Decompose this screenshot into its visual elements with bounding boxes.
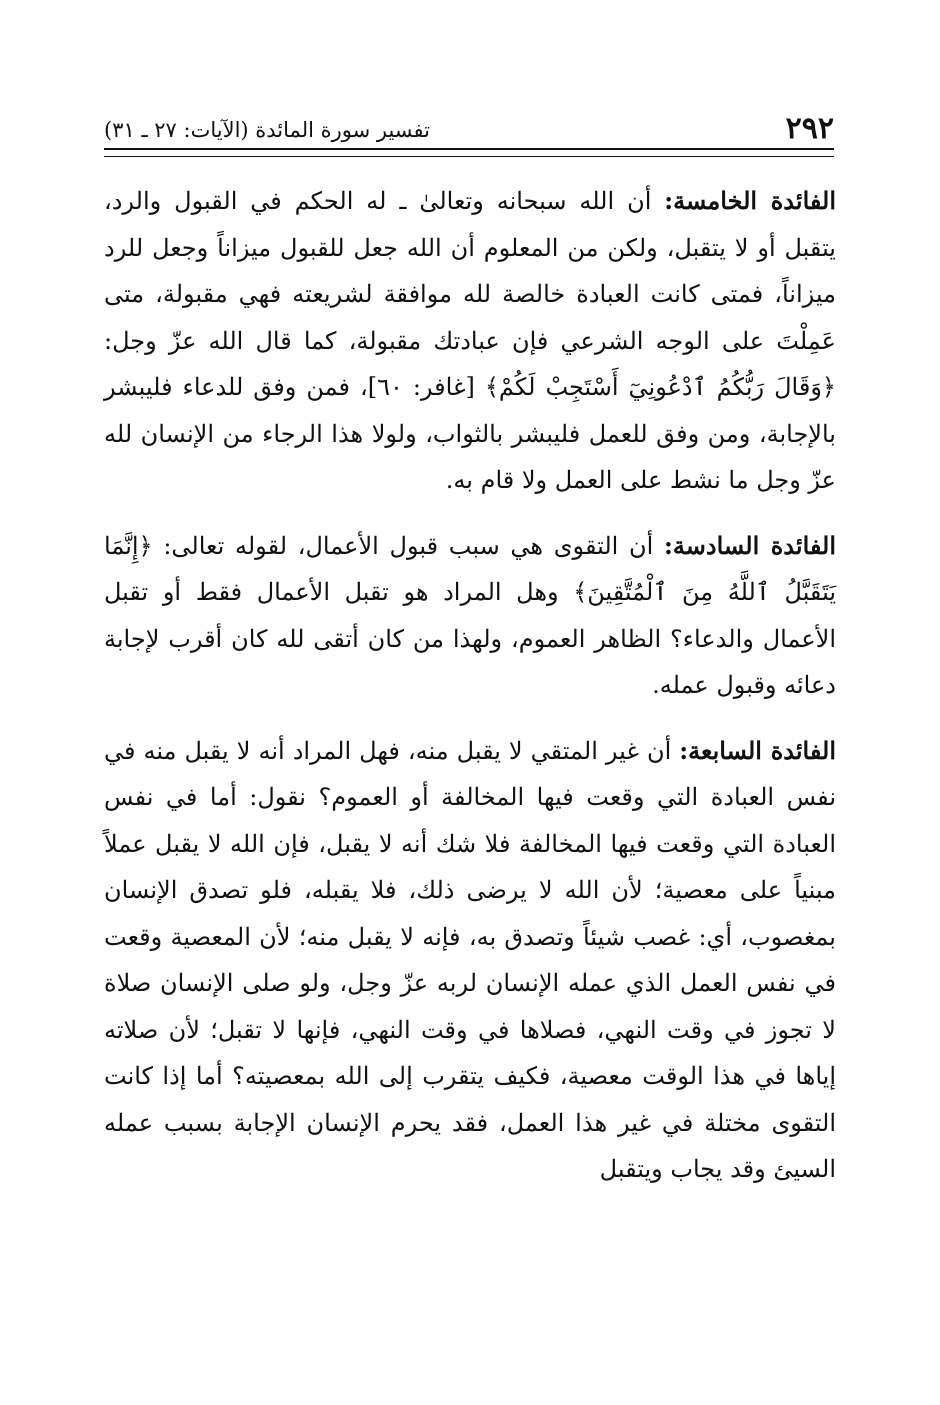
paragraph-text: أن التقوى هي سبب قبول الأعمال، لقوله تعالى: <box>152 531 665 560</box>
paragraph-fifth-benefit <box>104 178 836 504</box>
paragraph-heading: الفائدة الخامسة: <box>664 186 837 215</box>
page-number: ٢٩٢ <box>785 111 834 146</box>
paragraph-text: أن غير المتقي لا يقبل منه، فهل المراد أنه لا يقبل منه في نفس العبادة التي وقعت فيها المخالفة أو العموم؟ نقول: أما في نفس العبادة التي وقعت فيها المخالفة فلا شك أنه لا يقبل، فإن الله لا يقبل عملاً مبنياً على معصية؛ لأن الله لا يرضى ذلك، فلا يقبله، فلو تصدق الإنسان بمغصوب، أي: غصب شيئاً وتصدق به، فإنه لا يقبل منه؛ لأن المعصية وقعت في نفس العمل الذي عمله الإنسان لربه عزّ وجل، ولو صلى الإنسان صلاة لا تجوز في وقت النهي، فصلاها في وقت النهي، فإنها لا تقبل؛ لأن صلاته إياها في هذا الوقت معصية، فكيف يتقرب إلى الله بمعصيته؟ أما إذا كانت التقوى مختلة في غير هذا العمل، فقد يحرم الإنسان الإجابة بسبب عمله السيئ وقد يجاب ويتقبل <box>104 736 836 1183</box>
paragraph-seventh-benefit <box>104 728 836 1193</box>
page-body <box>104 178 836 1193</box>
paragraph-text: وهل المراد هو تقبل الأعمال فقط أو تقبل الأعمال والدعاء؟ الظاهر العموم، ولهذا من كان أتقى لله كان أقرب لإجابة دعائه وقبول عمله. <box>104 578 836 699</box>
paragraph-heading: الفائدة السادسة: <box>664 530 836 560</box>
running-title: تفسير سورة المائدة (الآيات: ٢٧ ـ ٣١) <box>104 118 430 142</box>
paragraph-sixth-benefit <box>104 523 836 709</box>
page-header <box>104 104 834 144</box>
paragraph-text: [غافر: ٦٠]، فمن وفق للدعاء فليبشر بالإجابة، ومن وفق للعمل فليبشر بالثواب، ولولا هذا الرجاء من الإنسان لله عزّ وجل ما نشط على العمل ولا قام به. <box>104 373 836 494</box>
quran-verse: ﴿وَقَالَ رَبُّكُمُ ٱدْعُونِيٓ أَسْتَجِبْ لَكُمْ﴾ <box>484 373 836 401</box>
paragraph-heading: الفائدة السابعة: <box>679 735 836 765</box>
paragraph-text: أن الله سبحانه وتعالىٰ ـ له الحكم في القبول والرد، يتقبل أو لا يتقبل، ولكن من المعلوم أن الله جعل للقبول ميزاناً وجعل للرد ميزاناً، فمتى كانت العبادة خالصة لله موافقة لشريعته فهي مقبولة، متى عَمِلْتَ على الوجه الشرعي فإن عبادتك مقبولة، كما قال الله عزّ وجل: <box>104 187 836 355</box>
quran-verse: ﴿إِنَّمَا يَتَقَبَّلُ ٱللَّهُ مِنَ ٱلْمُتَّقِينَ﴾ <box>104 531 836 606</box>
header-rule <box>104 148 834 157</box>
